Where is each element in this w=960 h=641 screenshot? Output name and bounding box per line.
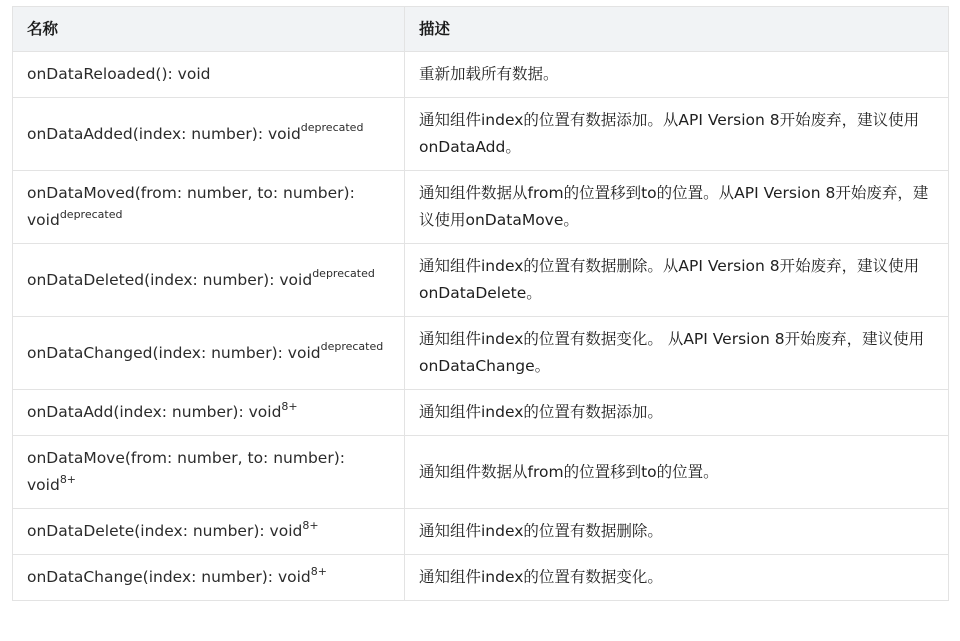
version-superscript: deprecated [312,267,375,281]
method-name-cell [13,171,405,244]
method-signature: onDataMove(from: number, to: number): void [27,449,345,494]
table-row [13,436,949,509]
method-description: 通知组件数据从from的位置移到to的位置。从API Version 8开始废弃，建议使用onDataMove。 [405,171,949,244]
version-superscript: 8+ [59,472,77,486]
method-name-cell [13,98,405,171]
method-name-cell [13,390,405,436]
method-description: 通知组件index的位置有数据添加。从API Version 8开始废弃，建议使用onDataAdd。 [405,98,949,171]
table-row [13,390,949,436]
method-signature: onDataAdd(index: number): void [27,403,282,421]
table-row [13,52,949,98]
method-description: 通知组件index的位置有数据删除。 [405,509,949,555]
method-name-cell [13,52,405,98]
table-header-row [13,7,949,52]
method-name-cell [13,244,405,317]
table-row [13,555,949,601]
method-description: 通知组件index的位置有数据变化。 从API Version 8开始废弃，建议使用onDataChange。 [405,317,949,390]
method-description: 通知组件index的位置有数据添加。 [405,390,949,436]
version-superscript: 8+ [310,564,327,578]
version-superscript: 8+ [281,399,298,413]
method-signature: onDataChange(index: number): void [27,568,311,586]
method-name-cell [13,555,405,601]
method-signature: onDataDeleted(index: number): void [27,270,313,289]
method-signature: onDataMoved(from: number, to: number): void [27,184,355,229]
version-superscript: deprecated [320,340,384,354]
method-name-cell [13,509,405,555]
method-signature: onDataChanged(index: number): void [27,343,321,362]
method-description: 通知组件数据从from的位置移到to的位置。 [405,436,949,509]
method-signature: onDataAdded(index: number): void [27,124,301,143]
table-row [13,509,949,555]
table-row [13,171,949,244]
method-signature: onDataDelete(index: number): void [27,522,303,540]
method-signature: onDataReloaded(): void [27,65,211,83]
header-name: 名称 [13,7,405,52]
method-description: 通知组件index的位置有数据变化。 [405,555,949,601]
method-name-cell [13,317,405,390]
method-description: 通知组件index的位置有数据删除。从API Version 8开始废弃，建议使用onDataDelete。 [405,244,949,317]
api-table-container [12,6,948,601]
table-row [13,317,949,390]
version-superscript: deprecated [300,121,364,135]
version-superscript: 8+ [302,518,319,532]
api-table [12,6,949,601]
header-description: 描述 [405,7,949,52]
table-row [13,244,949,317]
version-superscript: deprecated [59,207,123,221]
method-description: 重新加载所有数据。 [405,52,949,98]
table-row [13,98,949,171]
method-name-cell [13,436,405,509]
